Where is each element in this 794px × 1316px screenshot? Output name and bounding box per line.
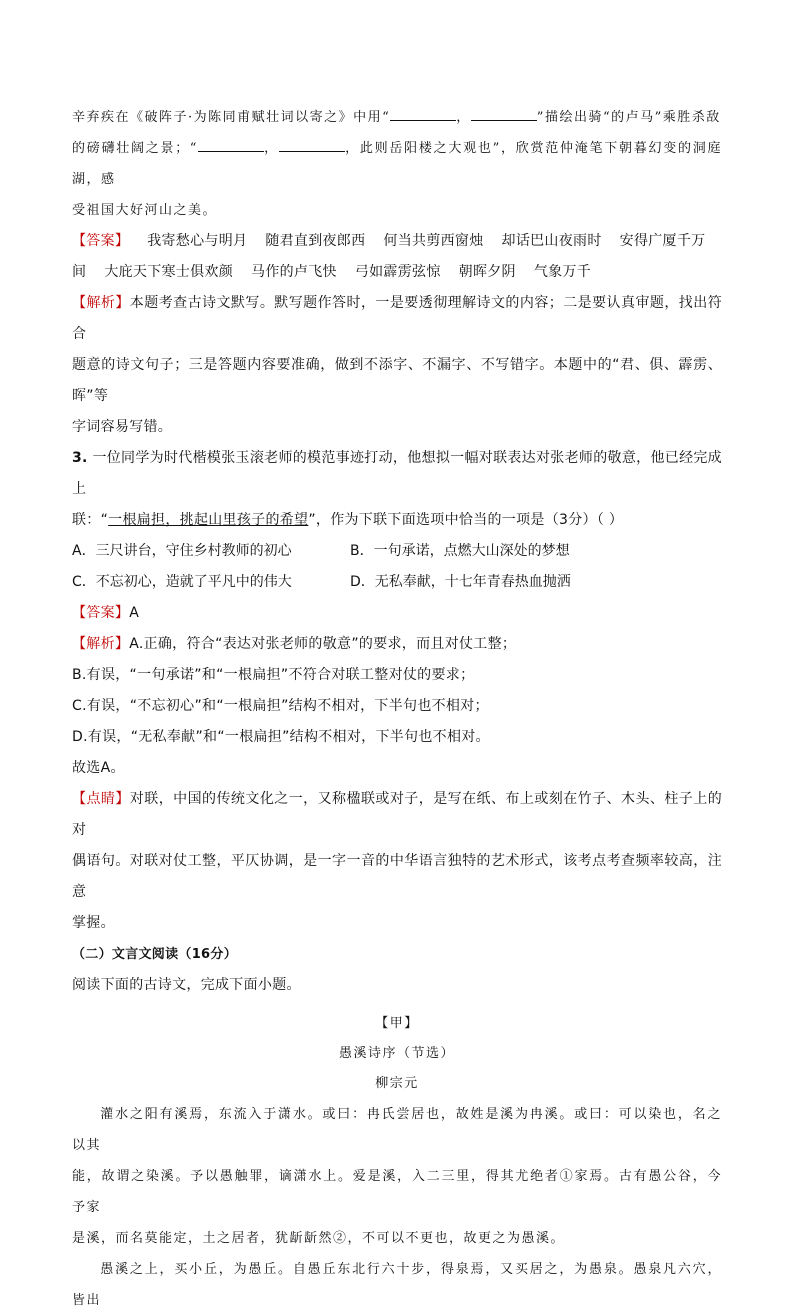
answer-item: 马作的卢飞快 [251,264,337,280]
q3-answer [72,598,722,629]
passage-label: 【甲】 [375,1016,419,1031]
analysis-line: D.有误，“无私奉献”和“一根扁担”结构不相对，下半句也不相对。 [72,729,490,745]
q2-stem-text-b: ”描绘出骑“的卢马”乘胜杀敌 [536,110,721,125]
option-d: D．无私奉献，十七年青春热血抛洒 [350,574,571,590]
tip-tag: 【点睛】 [72,791,130,807]
q2-stem: 辛弃疾在《破阵子·为陈同甫赋壮词以寄之》中用“ ， ”描绘出骑“的卢马”乘胜杀敌 的磅礴壮阔之景；“ ， ，此则岳阳楼之大观也”，欣赏范仲淹笔下朝暮幻变的洞庭湖，感 受祖国大好河山之美。 [72,102,722,226]
q3-stem [72,443,722,536]
passage-line: 是溪，而名莫能定，土之居者，犹龂龂然②，不可以不更也，故更之为愚溪。 [72,1231,566,1246]
tip-line: 掌握。 [72,915,115,931]
passage-text [72,1099,722,1316]
q3-options-row-2 [72,567,722,598]
analysis-line: 题意的诗文句子；三是答题内容要准确，做到不添字、不漏字、不写错字。本题中的“君、俱、霹雳、晖”等 [72,357,722,404]
q3-options-row-1 [72,536,722,567]
answer-item: 朝晖夕阴 [458,264,516,280]
question-number: 3. [72,450,88,466]
q2-analysis [72,288,722,443]
answer-item: 随君直到夜郎西 [265,233,366,249]
q3-stem-line: 联：“ [72,512,109,528]
option-c: C．不忘初心，造就了平凡中的伟大 [72,574,292,590]
section-heading: （二）文言文阅读（16分） [72,947,237,962]
passage-line: 灌水之阳有溪焉，东流入于潇水。或曰：冉氏尝居也，故姓是溪为冉溪。或曰：可以染也，名之以其 [72,1107,722,1153]
answer-tag: 【答案】 [72,233,130,249]
blank-1 [390,107,456,121]
answer-item: 我寄愁心与明月 [147,233,248,249]
analysis-line: 字词容易写错。 [72,419,173,435]
tip-line: 偶语句。对联对仗工整，平仄协调，是一字一音的中华语言独特的艺术形式，该考点考查频率较高，注意 [72,853,722,900]
answer-item: 大庇天下寒士俱欢颜 [104,264,234,280]
analysis-line: C.有误，“不忘初心”和“一根扁担”结构不相对，下半句也不相对； [72,698,489,714]
blank-2 [471,107,537,121]
passage-title: 愚溪诗序（节选） [338,1046,455,1061]
analysis-line: A.正确，符合“表达对张老师的敬意”的要求，而且对仗工整； [129,636,517,652]
q2-stem-text-d: ，此则岳阳楼之大观也”，欣赏范仲淹笔下朝暮幻变的洞庭湖，感 [72,141,722,187]
q3-analysis [72,629,722,784]
answer-item: 气象万千 [533,264,592,280]
blank-4 [279,138,345,152]
q2-stem-text-e: 受祖国大好河山之美。 [72,203,218,218]
answer-tag: 【答案】 [72,605,130,621]
passage-author: 柳宗元 [375,1076,419,1091]
answer-item: 间 [72,264,87,280]
q3-stem-line: 一位同学为时代楷模张玉滚老师的模范事迹打动，他想拟一幅对联表达对张老师的敬意，他已经完成上 [72,450,722,497]
answer-item: 安得广厦千万 [619,233,706,249]
q3-tip [72,784,722,939]
upper-couplet: 一根扁担，挑起山里孩子的希望 [108,512,309,528]
answer-item: 何当共剪西窗烛 [383,233,484,249]
answer-item: 弓如霹雳弦惊 [354,264,441,280]
q2-stem-text-c: 的磅礴壮阔之景；“ [72,141,198,156]
document-page [72,102,722,1316]
answer-value: A [129,605,140,621]
tip-line: 对联，中国的传统文化之一，又称楹联或对子，是写在纸、布上或刻在竹子、木头、柱子上的对 [72,791,722,838]
analysis-tag: 【解析】 [72,636,130,652]
passage-line: 能，故谓之染溪。予以愚触罪，谪潇水上。爱是溪，入二三里，得其尤绝者①家焉。古有愚公谷，今予家 [72,1169,722,1215]
passage-line: 愚溪之上，买小丘，为愚丘。自愚丘东北行六十步，得泉焉，又买居之，为愚泉。愚泉凡六穴，皆出 [72,1262,722,1308]
option-b: B．一句承诺，点燃大山深处的梦想 [350,543,570,559]
q2-answer [72,226,722,288]
conclusion: 故选A。 [72,760,125,776]
analysis-line: 本题考查古诗文默写。默写题作答时，一是要透彻理解诗文的内容；二是要认真审题，找出符合 [72,295,722,342]
q3-stem-line: ”，作为下联下面选项中恰当的一项是（3分）（ ） [308,512,624,528]
blank-3 [198,138,264,152]
section-instruction: 阅读下面的古诗文，完成下面小题。 [72,977,301,993]
q2-stem-text-a: 辛弃疾在《破阵子·为陈同甫赋壮词以寄之》中用“ [72,110,391,125]
option-a: A．三尺讲台，守住乡村教师的初心 [72,543,292,559]
analysis-line: B.有误，“一句承诺”和“一根扁担”不符合对联工整对仗的要求； [72,667,475,683]
analysis-tag: 【解析】 [72,295,130,311]
answer-item: 却话巴山夜雨时 [501,233,602,249]
